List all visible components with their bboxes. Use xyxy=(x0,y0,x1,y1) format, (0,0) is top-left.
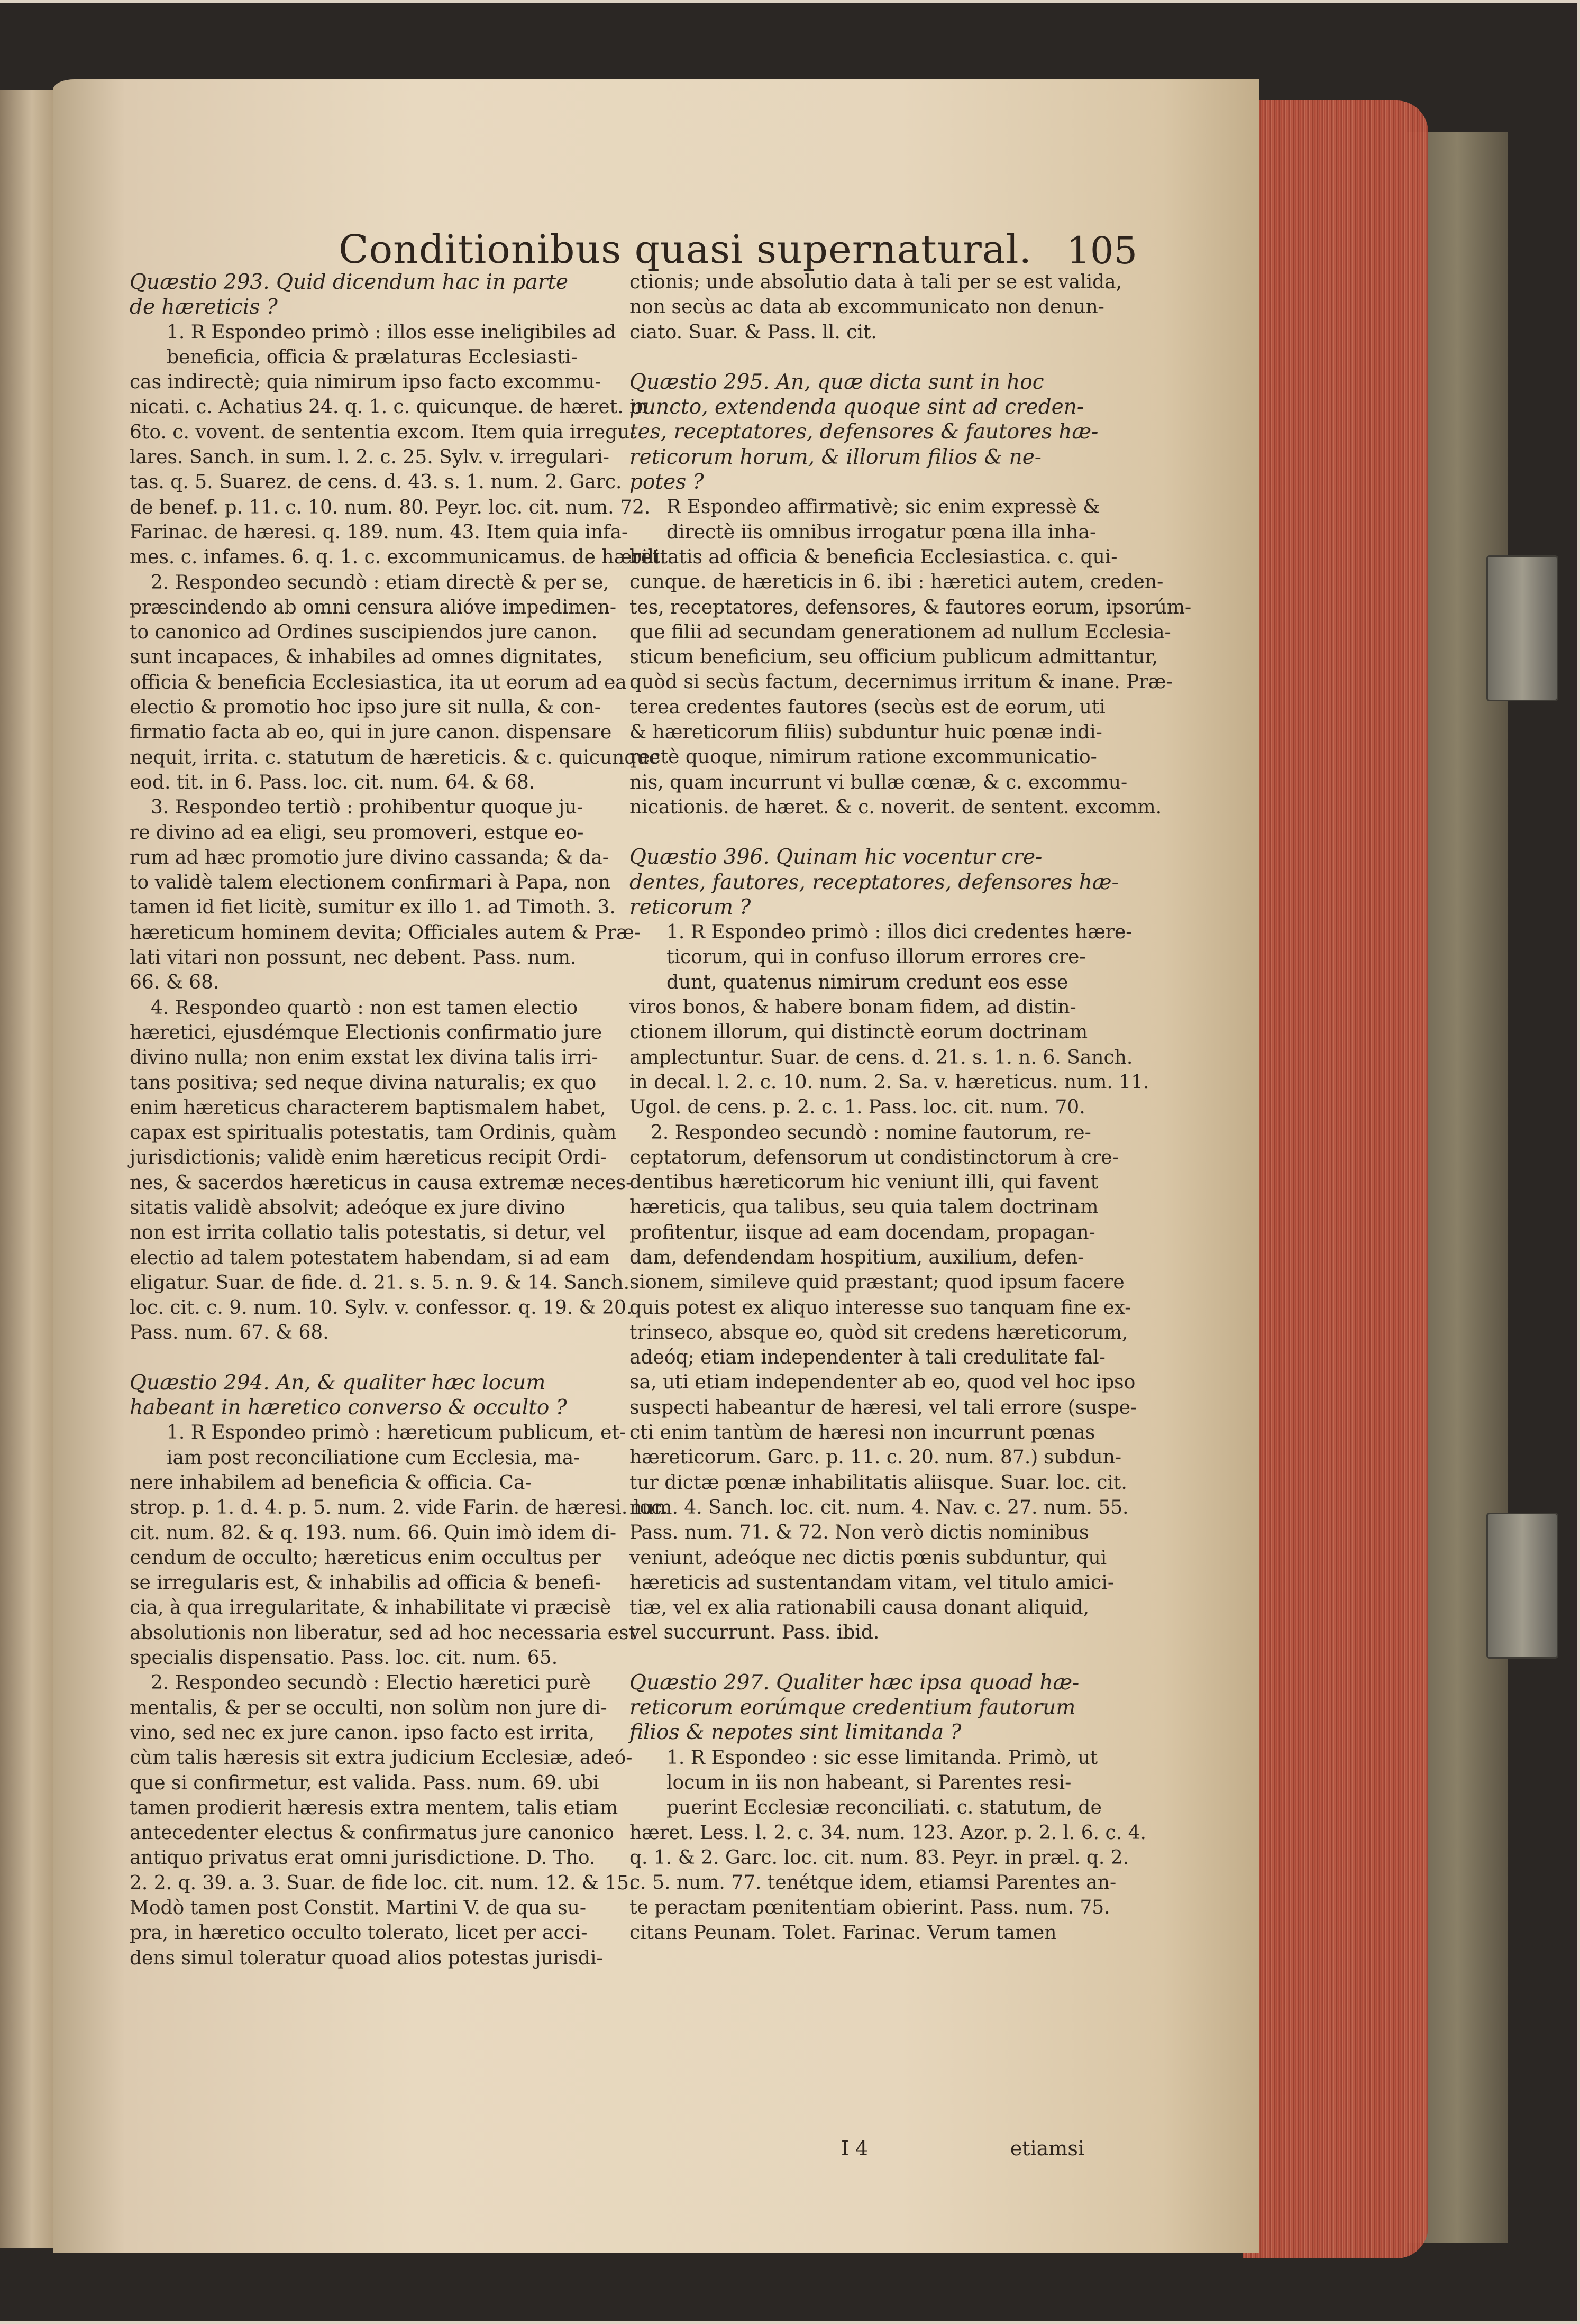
text-line: cit. num. 82. & q. 193. num. 66. Quin imò idem di- xyxy=(130,1522,617,1544)
text-line: ciato. Suar. & Pass. ll. cit. xyxy=(629,321,877,343)
text-line: hæreticorum. Garc. p. 11. c. 20. num. 87.) subdun- xyxy=(629,1447,1122,1469)
question-heading-line: dentes, fautores, receptatores, defensores hæ- xyxy=(629,870,1119,894)
text-line: tiæ, vel ex alia rationabili causa donant aliquid, xyxy=(629,1597,1090,1619)
text-line: cti enim tantùm de hæresi non incurrunt pœnas xyxy=(629,1422,1095,1444)
question-heading-line: de hæreticis ? xyxy=(130,295,278,319)
text-line: cunque. de hæreticis in 6. ibi : hæretici autem, creden- xyxy=(629,571,1164,593)
question-heading-line: Quæstio 294. An, & qualiter hæc locum xyxy=(130,1370,546,1395)
question-heading-line: potes ? xyxy=(629,470,704,495)
text-line: tamen prodierit hæresis extra mentem, talis etiam xyxy=(130,1797,618,1819)
text-line: dam, defendendam hospitium, auxilium, defen- xyxy=(629,1246,1084,1268)
text-line: mentalis, & per se occulti, non solùm non jure di- xyxy=(130,1697,607,1719)
signature-mark: I 4 xyxy=(841,2137,869,2160)
text-line: R Espondeo affirmativè; sic enim expressè & xyxy=(666,496,1100,518)
text-line: sunt incapaces, & inhabiles ad omnes dignitates, xyxy=(130,646,603,669)
text-line: locum in iis non habeant, si Parentes resi- xyxy=(666,1771,1072,1794)
text-line: sitatis validè absolvit; adeóque ex jure divino xyxy=(130,1196,565,1219)
text-line: firmatio facta ab eo, qui in jure canon. dispensare xyxy=(130,721,612,744)
text-line: capax est spiritualis potestatis, tam Ordinis, quàm xyxy=(130,1122,617,1144)
text-line: 1. R Espondeo primò : illos dici credentes hære- xyxy=(666,921,1133,944)
question-heading-line: reticorum horum, & illorum filios & ne- xyxy=(629,445,1042,469)
text-line: antiquo privatus erat omni jurisdictione. D. Tho. xyxy=(130,1847,596,1869)
text-line: & hæreticorum filiis) subduntur huic pœnæ indi- xyxy=(629,721,1102,744)
question-heading-line: reticorum eorúmque credentium fautorum xyxy=(629,1696,1076,1720)
text-line: c. 5. num. 77. tenétque idem, etiamsi Parentes an- xyxy=(629,1872,1117,1894)
text-line: adeóq; etiam independenter à tali credulitate fal- xyxy=(629,1347,1106,1369)
text-line: 3. Respondeo tertiò : prohibentur quoque ju- xyxy=(151,797,583,819)
text-line: bilitatis ad officia & beneficia Ecclesiastica. c. qui- xyxy=(629,546,1118,568)
text-line: loc. cit. c. 9. num. 10. Sylv. v. confessor. q. 19. & 20. xyxy=(130,1297,633,1319)
text-line: absolutionis non liberatur, sed ad hoc necessaria est xyxy=(130,1622,636,1644)
text-line: rectè quoque, nimirum ratione excommunicatio- xyxy=(629,746,1097,768)
question-heading-line: reticorum ? xyxy=(629,895,751,919)
text-line: que si confirmetur, est valida. Pass. num. 69. ubi xyxy=(130,1772,599,1794)
text-line: hæret. Less. l. 2. c. 34. num. 123. Azor. p. 2. l. 6. c. 4. xyxy=(629,1822,1146,1844)
text-line: electio & promotio hoc ipso jure sit nulla, & con- xyxy=(130,697,601,719)
text-line: officia & beneficia Ecclesiastica, ita ut eorum ad ea xyxy=(130,671,627,693)
text-line: rum ad hæc promotio jure divino cassanda; & da- xyxy=(130,846,609,868)
page-number: 105 xyxy=(1066,229,1137,272)
text-line: to canonico ad Ordines suscipiendos jure canon. xyxy=(130,621,598,644)
text-line: divino nulla; non enim exstat lex divina talis irri- xyxy=(130,1047,598,1069)
text-line: Pass. num. 71. & 72. Non verò dictis nominibus xyxy=(629,1522,1089,1544)
text-line: quòd si secùs factum, decernimus irritum & inane. Præ- xyxy=(629,671,1173,693)
text-line: trinseco, absque eo, quòd sit credens hæreticorum, xyxy=(629,1321,1128,1343)
text-line: profitentur, iisque ad eam docendam, propagan- xyxy=(629,1221,1095,1243)
metal-clasp-top xyxy=(1486,555,1558,701)
text-line: Ugol. de cens. p. 2. c. 1. Pass. loc. cit. num. 70. xyxy=(629,1096,1085,1119)
text-line: vel succurrunt. Pass. ibid. xyxy=(629,1622,880,1644)
text-line: se irregularis est, & inhabilis ad officia & benefi- xyxy=(130,1572,601,1594)
text-line: 6to. c. vovent. de sententia excom. Item quia irregu- xyxy=(130,421,636,443)
text-line: to validè talem electionem confirmari à Papa, non xyxy=(130,872,610,894)
question-heading-line: filios & nepotes sint limitanda ? xyxy=(629,1721,962,1745)
text-line xyxy=(629,820,1100,845)
text-line: viros bonos, & habere bonam fidem, ad distin- xyxy=(629,996,1076,1019)
text-line: cia, à qua irregularitate, & inhabilitate vi præcisè xyxy=(130,1597,611,1619)
text-line: nequit, irrita. c. statutum de hæreticis. & c. quicunque xyxy=(130,746,660,768)
text-line: cendum de occulto; hæreticus enim occultus per xyxy=(130,1547,601,1569)
text-line: puerint Ecclesiæ reconciliati. c. statutum, de xyxy=(666,1797,1102,1819)
facing-page-edge xyxy=(0,90,53,2248)
text-line: que filii ad secundam generationem ad nullum Ecclesia- xyxy=(629,621,1171,643)
text-line: præscindendo ab omni censura alióve impedimen- xyxy=(130,596,617,618)
text-line: Pass. num. 67. & 68. xyxy=(130,1322,329,1344)
text-line: tans positiva; sed neque divina naturalis; ex quo xyxy=(130,1072,597,1094)
text-line: Modò tamen post Constit. Martini V. de qua su- xyxy=(130,1897,587,1919)
text-line: eod. tit. in 6. Pass. loc. cit. num. 64. & 68. xyxy=(130,771,535,793)
running-title: Conditionibus quasi supernatural. xyxy=(339,227,1033,272)
text-line: 2. 2. q. 39. a. 3. Suar. de fide loc. cit. num. 12. & 15. xyxy=(130,1872,635,1894)
text-line: nicationis. de hæret. & c. noverit. de sentent. excomm. xyxy=(629,796,1162,818)
text-line: iam post reconciliatione cum Ecclesia, ma- xyxy=(167,1447,580,1469)
text-line: hæreticis, qua talibus, seu quia talem doctrinam xyxy=(629,1196,1099,1219)
text-line: num. 4. Sanch. loc. cit. num. 4. Nav. c. 27. num. 55. xyxy=(629,1496,1129,1518)
text-line: cùm talis hæresis sit extra judicium Ecclesiæ, adeó- xyxy=(130,1747,633,1769)
text-line: ctionem illorum, qui distinctè eorum doctrinam xyxy=(629,1021,1088,1044)
text-line xyxy=(130,1346,595,1370)
text-line: dentibus hæreticorum hic veniunt illi, qui favent xyxy=(629,1172,1099,1194)
text-line: 1. R Espondeo primò : illos esse ineligibiles ad xyxy=(167,321,616,343)
text-line: 2. Respondeo secundò : etiam directè & per se, xyxy=(151,571,609,593)
running-header xyxy=(339,209,1137,272)
question-heading-line: habeant in hæretico converso & occulto ? xyxy=(130,1396,567,1420)
left-text-column xyxy=(130,270,668,1971)
text-line: hæreticum hominem devita; Officiales autem & Præ- xyxy=(130,921,641,944)
text-line: ctionis; unde absolutio data à tali per se est valida, xyxy=(629,271,1122,293)
text-line: suspecti habeantur de hæresi, vel tali errore (suspe- xyxy=(629,1396,1137,1419)
text-line: sa, uti etiam independenter ab eo, quod vel hoc ipso xyxy=(629,1371,1136,1394)
text-line xyxy=(629,1645,1100,1670)
text-line: lares. Sanch. in sum. l. 2. c. 25. Sylv. v. irregulari- xyxy=(130,446,609,469)
text-line: non est irrita collatio talis potestatis, si detur, vel xyxy=(130,1222,606,1244)
text-line: lati vitari non possunt, nec debent. Pass. num. xyxy=(130,947,577,969)
text-line: nere inhabilem ad beneficia & officia. Ca- xyxy=(130,1471,532,1494)
text-line: 2. Respondeo secundò : Electio hæretici purè xyxy=(151,1672,591,1694)
text-line: electio ad talem potestatem habendam, si ad eam xyxy=(130,1247,610,1269)
scale-ruler-top xyxy=(0,0,1580,3)
text-line: 4. Respondeo quartò : non est tamen electio xyxy=(151,996,578,1019)
text-line: tur dictæ pœnæ inhabilitatis aliisque. Suar. loc. cit. xyxy=(629,1471,1127,1494)
text-line: amplectuntur. Suar. de cens. d. 21. s. 1. n. 6. Sanch. xyxy=(629,1046,1133,1068)
text-line: 1. R Espondeo primò : hæreticum publicum, et- xyxy=(167,1422,626,1444)
text-line: in decal. l. 2. c. 10. num. 2. Sa. v. hæreticus. num. 11. xyxy=(629,1071,1149,1093)
text-line: non secùs ac data ab excommunicato non denun- xyxy=(629,296,1104,318)
text-line: tamen id fiet licitè, sumitur ex illo 1. ad Timoth. 3. xyxy=(130,896,616,919)
text-line: 1. R Espondeo : sic esse limitanda. Primò, ut xyxy=(666,1746,1098,1769)
text-line: directè iis omnibus irrogatur pœna illa inha- xyxy=(666,521,1097,543)
question-heading-line: Quæstio 295. An, quæ dicta sunt in hoc xyxy=(629,370,1044,394)
text-line: nis, quam incurrunt vi bullæ cœnæ, & c. excommu- xyxy=(629,771,1128,793)
text-line: cas indirectè; quia nimirum ipso facto excommu- xyxy=(130,371,601,394)
text-line: re divino ad ea eligi, seu promoveri, estque eo- xyxy=(130,821,584,844)
question-heading-line: puncto, extendenda quoque sint ad creden- xyxy=(629,395,1084,419)
text-line: jurisdictionis; validè enim hæreticus recipit Ordi- xyxy=(130,1147,607,1169)
text-line: terea credentes fautores (secùs est de eorum, uti xyxy=(629,696,1106,718)
text-line: hæretici, ejusdémque Electionis confirmatio jure xyxy=(130,1021,602,1044)
text-line: vino, sed nec ex jure canon. ipso facto est irrita, xyxy=(130,1722,595,1744)
text-line: de benef. p. 11. c. 10. num. 80. Peyr. loc. cit. num. 72. xyxy=(130,496,651,518)
text-line: veniunt, adeóque nec dictis pœnis subduntur, qui xyxy=(629,1547,1107,1569)
text-line: mes. c. infames. 6. q. 1. c. excommunicamus. de hæret. xyxy=(130,546,666,569)
text-line: quis potest ex aliquo interesse suo tanquam fine ex- xyxy=(629,1296,1131,1319)
text-line: sionem, simileve quid præstant; quod ipsum facere xyxy=(629,1271,1125,1294)
scale-ruler-bottom xyxy=(0,2321,1580,2324)
text-line: dens simul toleratur quoad alios potestas jurisdi- xyxy=(130,1947,603,1969)
scale-ruler-right xyxy=(1577,0,1580,2324)
page-footer xyxy=(841,2137,1084,2169)
text-line: hæreticis ad sustentandam vitam, vel titulo amici- xyxy=(629,1571,1114,1594)
text-line: q. 1. & 2. Garc. loc. cit. num. 83. Peyr. in præl. q. 2. xyxy=(629,1846,1129,1869)
text-line: tes, receptatores, defensores, & fautores eorum, ipsorúm- xyxy=(629,596,1192,618)
question-heading-line: Quæstio 293. Quid dicendum hac in parte xyxy=(130,270,569,294)
text-line: antecedenter electus & confirmatus jure canonico xyxy=(130,1822,614,1844)
text-line: 66. & 68. xyxy=(130,972,220,994)
text-line: eligatur. Suar. de fide. d. 21. s. 5. n. 9. & 14. Sanch. xyxy=(130,1271,630,1294)
text-line: enim hæreticus characterem baptismalem habet, xyxy=(130,1096,606,1119)
right-text-column xyxy=(629,270,1192,1945)
text-line: beneficia, officia & prælaturas Ecclesiasti- xyxy=(167,346,578,368)
red-page-edges xyxy=(1243,100,1428,2258)
text-line: nes, & sacerdos hæreticus in causa extremæ neces- xyxy=(130,1172,633,1194)
text-line: Farinac. de hæresi. q. 189. num. 43. Item quia infa- xyxy=(130,521,628,543)
text-line: strop. p. 1. d. 4. p. 5. num. 2. vide Farin. de hæresi. loc. xyxy=(130,1497,668,1519)
question-heading-line: Quæstio 396. Quinam hic vocentur cre- xyxy=(629,845,1043,870)
text-line: dunt, quatenus nimirum credunt eos esse xyxy=(666,971,1068,993)
text-line: tas. q. 5. Suarez. de cens. d. 43. s. 1. num. 2. Garc. xyxy=(130,471,622,493)
catchword: etiamsi xyxy=(1010,2137,1084,2160)
question-heading-line: Quæstio 297. Qualiter hæc ipsa quoad hæ- xyxy=(629,1670,1080,1695)
text-line: ceptatorum, defensorum ut condistinctorum à cre- xyxy=(629,1146,1119,1168)
text-line: citans Peunam. Tolet. Farinac. Verum tamen xyxy=(629,1922,1057,1944)
text-line: te peractam pœnitentiam obierint. Pass. num. 75. xyxy=(629,1897,1110,1919)
text-line: 2. Respondeo secundò : nomine fautorum, re- xyxy=(651,1121,1091,1143)
text-line: sticum beneficium, seu officium publicum admittantur, xyxy=(629,646,1158,669)
metal-clasp-bottom xyxy=(1486,1513,1558,1659)
text-line xyxy=(629,345,1100,370)
question-heading-line: tes, receptatores, defensores & fautores hæ- xyxy=(629,420,1099,444)
text-line: pra, in hæretico occulto tolerato, licet per acci- xyxy=(130,1922,588,1944)
text-line: specialis dispensatio. Pass. loc. cit. num. 65. xyxy=(130,1647,558,1669)
text-line: nicati. c. Achatius 24. q. 1. c. quicunque. de hæret. in xyxy=(130,396,648,418)
text-line: ticorum, qui in confuso illorum errores cre- xyxy=(666,946,1086,968)
